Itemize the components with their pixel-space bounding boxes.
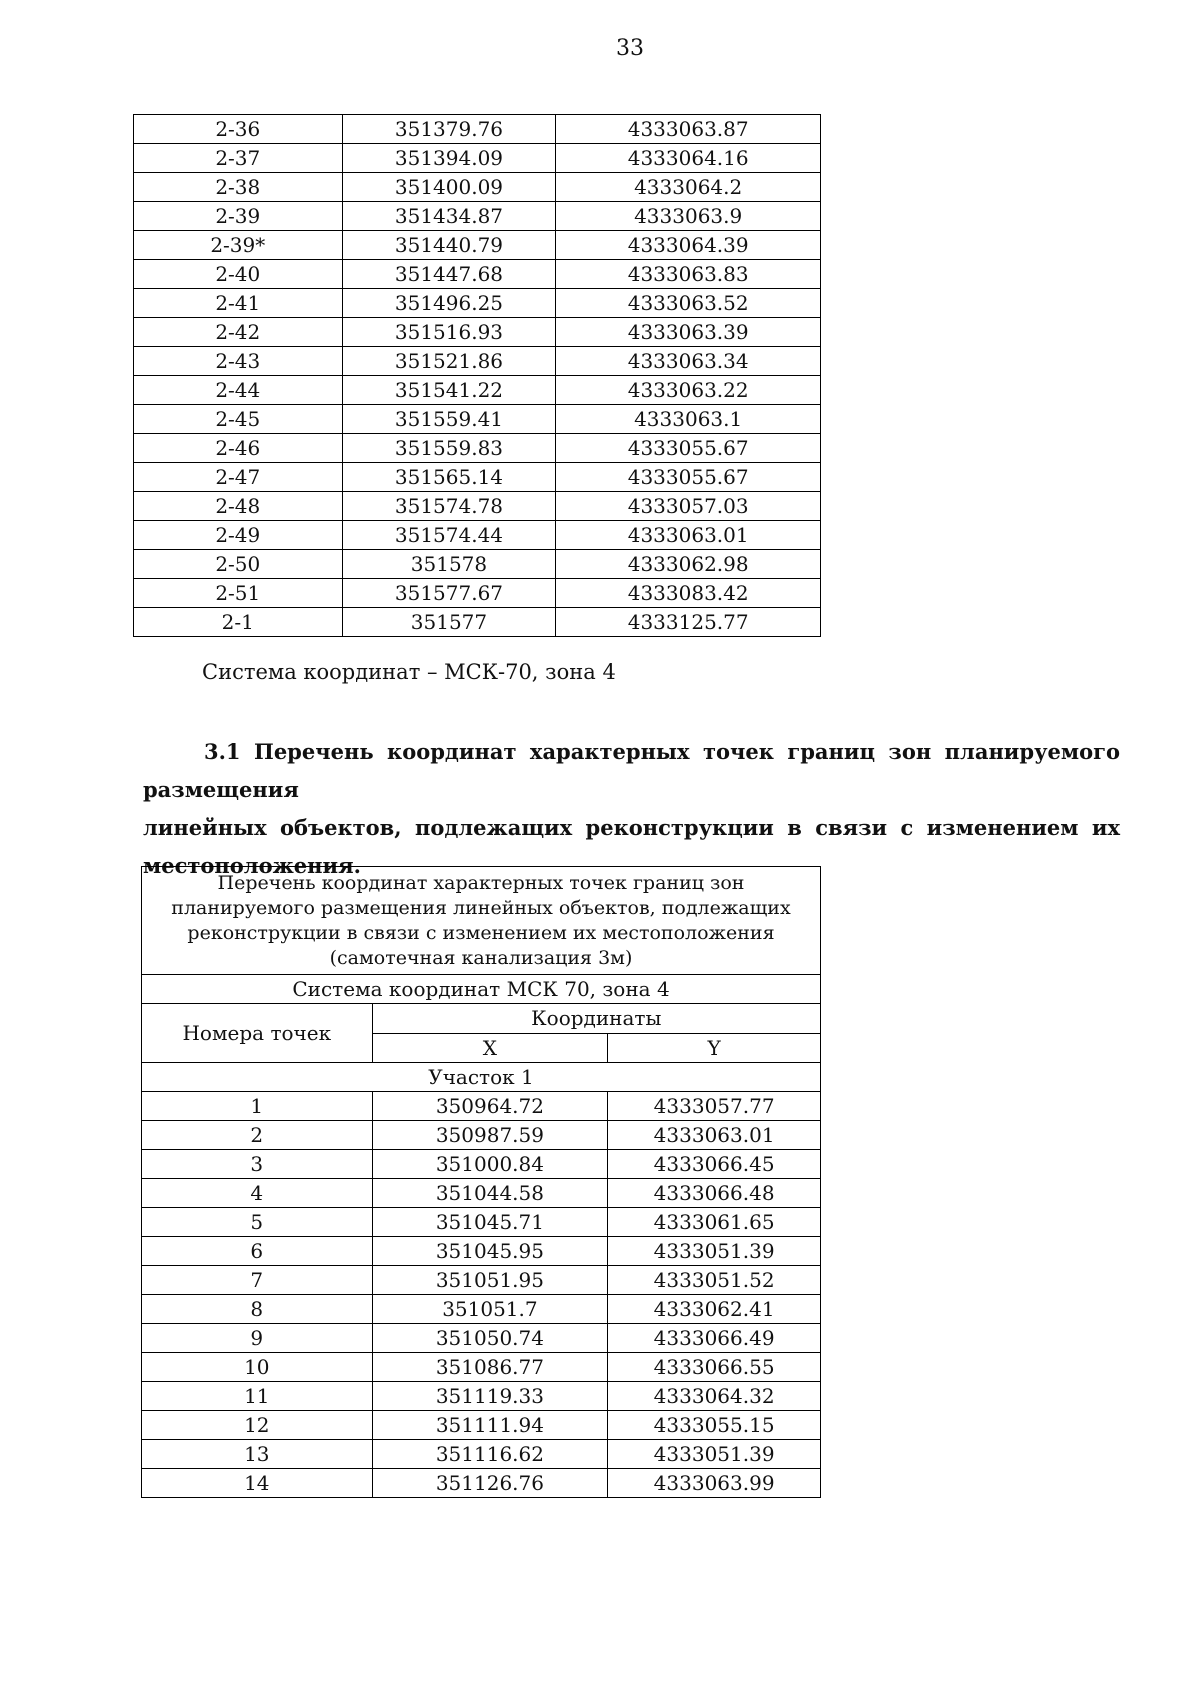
y-coordinate-cell: 4333064.32 bbox=[608, 1382, 821, 1411]
y-coordinate-cell: 4333057.77 bbox=[608, 1092, 821, 1121]
point-number-cell: 9 bbox=[142, 1324, 373, 1353]
y-coordinate-cell: 4333063.87 bbox=[556, 115, 821, 144]
x-coordinate-cell: 351400.09 bbox=[342, 173, 556, 202]
x-coordinate-cell: 351578 bbox=[342, 550, 556, 579]
point-number-cell: 10 bbox=[142, 1353, 373, 1382]
y-coordinate-cell: 4333062.41 bbox=[608, 1295, 821, 1324]
x-coordinate-cell: 351521.86 bbox=[342, 347, 556, 376]
point-number-cell: 14 bbox=[142, 1469, 373, 1498]
point-number-cell: 2-39* bbox=[134, 231, 343, 260]
y-coordinate-cell: 4333063.52 bbox=[556, 289, 821, 318]
x-coordinate-cell: 351565.14 bbox=[342, 463, 556, 492]
table-row bbox=[142, 1469, 821, 1498]
y-coordinate-cell: 4333063.1 bbox=[556, 405, 821, 434]
y-coordinate-cell: 4333063.83 bbox=[556, 260, 821, 289]
table-row bbox=[134, 434, 821, 463]
y-coordinate-cell: 4333051.39 bbox=[608, 1237, 821, 1266]
y-coordinate-cell: 4333063.01 bbox=[556, 521, 821, 550]
table-row bbox=[134, 579, 821, 608]
y-coordinate-cell: 4333064.39 bbox=[556, 231, 821, 260]
point-number-cell: 2-38 bbox=[134, 173, 343, 202]
y-coordinate-cell: 4333064.16 bbox=[556, 144, 821, 173]
x-coordinate-cell: 351379.76 bbox=[342, 115, 556, 144]
point-number-cell: 3 bbox=[142, 1150, 373, 1179]
table-row bbox=[142, 1179, 821, 1208]
table-row bbox=[134, 492, 821, 521]
point-number-cell: 2-43 bbox=[134, 347, 343, 376]
table-row bbox=[134, 144, 821, 173]
point-number-cell: 2-36 bbox=[134, 115, 343, 144]
x-coordinate-cell: 351496.25 bbox=[342, 289, 556, 318]
point-number-cell: 12 bbox=[142, 1411, 373, 1440]
x-coordinate-cell: 351440.79 bbox=[342, 231, 556, 260]
y-coordinate-cell: 4333063.22 bbox=[556, 376, 821, 405]
point-number-cell: 2-37 bbox=[134, 144, 343, 173]
point-number-cell: 2-40 bbox=[134, 260, 343, 289]
y-coordinate-cell: 4333063.34 bbox=[556, 347, 821, 376]
table-coordinate-system: Система координат МСК 70, зона 4 bbox=[142, 975, 821, 1004]
x-coordinate-cell: 351577.67 bbox=[342, 579, 556, 608]
x-coordinate-cell: 351051.95 bbox=[372, 1266, 608, 1295]
y-coordinate-cell: 4333063.39 bbox=[556, 318, 821, 347]
table-row bbox=[134, 550, 821, 579]
section-label: Участок 1 bbox=[142, 1063, 821, 1092]
table-row bbox=[134, 376, 821, 405]
table-row bbox=[142, 1440, 821, 1469]
y-column-header: Y bbox=[608, 1033, 821, 1063]
point-number-cell: 2-46 bbox=[134, 434, 343, 463]
coordinates-table-body bbox=[134, 115, 821, 637]
point-number-cell: 2-44 bbox=[134, 376, 343, 405]
point-number-cell: 5 bbox=[142, 1208, 373, 1237]
x-coordinate-cell: 351559.83 bbox=[342, 434, 556, 463]
y-coordinate-cell: 4333061.65 bbox=[608, 1208, 821, 1237]
coordinate-system-caption: Система координат – МСК-70, зона 4 bbox=[202, 660, 616, 684]
point-number-cell: 13 bbox=[142, 1440, 373, 1469]
point-number-cell: 2-41 bbox=[134, 289, 343, 318]
table-row bbox=[134, 318, 821, 347]
y-coordinate-cell: 4333066.48 bbox=[608, 1179, 821, 1208]
x-coordinate-cell: 350987.59 bbox=[372, 1121, 608, 1150]
table-header-row bbox=[142, 1004, 821, 1034]
point-number-cell: 4 bbox=[142, 1179, 373, 1208]
table-row bbox=[134, 115, 821, 144]
point-number-cell: 2 bbox=[142, 1121, 373, 1150]
table-row bbox=[142, 1324, 821, 1353]
table-title-row bbox=[142, 867, 821, 975]
x-coordinate-cell: 351045.95 bbox=[372, 1237, 608, 1266]
y-coordinate-cell: 4333055.15 bbox=[608, 1411, 821, 1440]
x-coordinate-cell: 351116.62 bbox=[372, 1440, 608, 1469]
point-number-cell: 2-39 bbox=[134, 202, 343, 231]
table-row bbox=[142, 1208, 821, 1237]
x-coordinate-cell: 351577 bbox=[342, 608, 556, 637]
table-row bbox=[142, 1295, 821, 1324]
table-row bbox=[142, 1150, 821, 1179]
table-row bbox=[134, 521, 821, 550]
point-number-cell: 2-42 bbox=[134, 318, 343, 347]
x-coordinate-cell: 351044.58 bbox=[372, 1179, 608, 1208]
table-row bbox=[142, 1353, 821, 1382]
points-column-header: Номера точек bbox=[142, 1004, 373, 1063]
y-coordinate-cell: 4333066.45 bbox=[608, 1150, 821, 1179]
table-row bbox=[134, 405, 821, 434]
y-coordinate-cell: 4333064.2 bbox=[556, 173, 821, 202]
x-coordinate-cell: 351574.78 bbox=[342, 492, 556, 521]
y-coordinate-cell: 4333062.98 bbox=[556, 550, 821, 579]
y-coordinate-cell: 4333055.67 bbox=[556, 463, 821, 492]
point-number-cell: 2-51 bbox=[134, 579, 343, 608]
point-number-cell: 11 bbox=[142, 1382, 373, 1411]
x-coordinate-cell: 351394.09 bbox=[342, 144, 556, 173]
table-row bbox=[142, 1121, 821, 1150]
x-coordinate-cell: 351111.94 bbox=[372, 1411, 608, 1440]
point-number-cell: 2-49 bbox=[134, 521, 343, 550]
table-row bbox=[142, 1266, 821, 1295]
y-coordinate-cell: 4333125.77 bbox=[556, 608, 821, 637]
table-row bbox=[134, 173, 821, 202]
section-heading-line-1: 3.1 Перечень координат характерных точек границ зон планируемого размещения bbox=[143, 739, 1120, 802]
table-row bbox=[142, 1382, 821, 1411]
section-heading bbox=[143, 733, 1120, 885]
x-coordinate-cell: 351045.71 bbox=[372, 1208, 608, 1237]
point-number-cell: 2-1 bbox=[134, 608, 343, 637]
y-coordinate-cell: 4333066.49 bbox=[608, 1324, 821, 1353]
coordinates-table-continued bbox=[133, 114, 821, 637]
x-coordinate-cell: 351447.68 bbox=[342, 260, 556, 289]
table-row bbox=[142, 1237, 821, 1266]
x-coordinate-cell: 351434.87 bbox=[342, 202, 556, 231]
sewer-coordinates-table-body bbox=[142, 867, 821, 1498]
y-coordinate-cell: 4333055.67 bbox=[556, 434, 821, 463]
x-coordinate-cell: 351559.41 bbox=[342, 405, 556, 434]
point-number-cell: 2-45 bbox=[134, 405, 343, 434]
point-number-cell: 8 bbox=[142, 1295, 373, 1324]
section-heading-line-3: местоположения. bbox=[143, 853, 361, 878]
point-number-cell: 1 bbox=[142, 1092, 373, 1121]
point-number-cell: 2-50 bbox=[134, 550, 343, 579]
coordinates-column-header: Координаты bbox=[372, 1004, 820, 1034]
y-coordinate-cell: 4333051.39 bbox=[608, 1440, 821, 1469]
point-number-cell: 7 bbox=[142, 1266, 373, 1295]
x-coordinate-cell: 351574.44 bbox=[342, 521, 556, 550]
table-row bbox=[134, 260, 821, 289]
y-coordinate-cell: 4333057.03 bbox=[556, 492, 821, 521]
table-row bbox=[134, 289, 821, 318]
table-row bbox=[134, 202, 821, 231]
x-coordinate-cell: 351050.74 bbox=[372, 1324, 608, 1353]
table-row bbox=[142, 1411, 821, 1440]
y-coordinate-cell: 4333063.01 bbox=[608, 1121, 821, 1150]
x-coordinate-cell: 351000.84 bbox=[372, 1150, 608, 1179]
table-row bbox=[134, 347, 821, 376]
y-coordinate-cell: 4333066.55 bbox=[608, 1353, 821, 1382]
x-coordinate-cell: 351126.76 bbox=[372, 1469, 608, 1498]
x-coordinate-cell: 351051.7 bbox=[372, 1295, 608, 1324]
table-row bbox=[142, 1092, 821, 1121]
table-row bbox=[134, 463, 821, 492]
x-coordinate-cell: 351119.33 bbox=[372, 1382, 608, 1411]
y-coordinate-cell: 4333063.9 bbox=[556, 202, 821, 231]
section-heading-line-2: линейных объектов, подлежащих реконструкции в связи с изменением их bbox=[143, 815, 1120, 840]
x-column-header: X bbox=[372, 1033, 608, 1063]
table-section-row bbox=[142, 1063, 821, 1092]
table-title: Перечень координат характерных точек границ зон планируемого размещения линейных объектов, подлежащих реконструкции в связи с изменением их местоположения (самотечная канализация 3м) bbox=[142, 867, 821, 975]
table-row bbox=[134, 608, 821, 637]
point-number-cell: 6 bbox=[142, 1237, 373, 1266]
y-coordinate-cell: 4333083.42 bbox=[556, 579, 821, 608]
point-number-cell: 2-48 bbox=[134, 492, 343, 521]
point-number-cell: 2-47 bbox=[134, 463, 343, 492]
y-coordinate-cell: 4333063.99 bbox=[608, 1469, 821, 1498]
page-number: 33 bbox=[616, 36, 644, 61]
x-coordinate-cell: 351541.22 bbox=[342, 376, 556, 405]
x-coordinate-cell: 350964.72 bbox=[372, 1092, 608, 1121]
y-coordinate-cell: 4333051.52 bbox=[608, 1266, 821, 1295]
table-row bbox=[134, 231, 821, 260]
sewer-coordinates-table bbox=[141, 866, 821, 1498]
x-coordinate-cell: 351086.77 bbox=[372, 1353, 608, 1382]
x-coordinate-cell: 351516.93 bbox=[342, 318, 556, 347]
table-system-row bbox=[142, 975, 821, 1004]
